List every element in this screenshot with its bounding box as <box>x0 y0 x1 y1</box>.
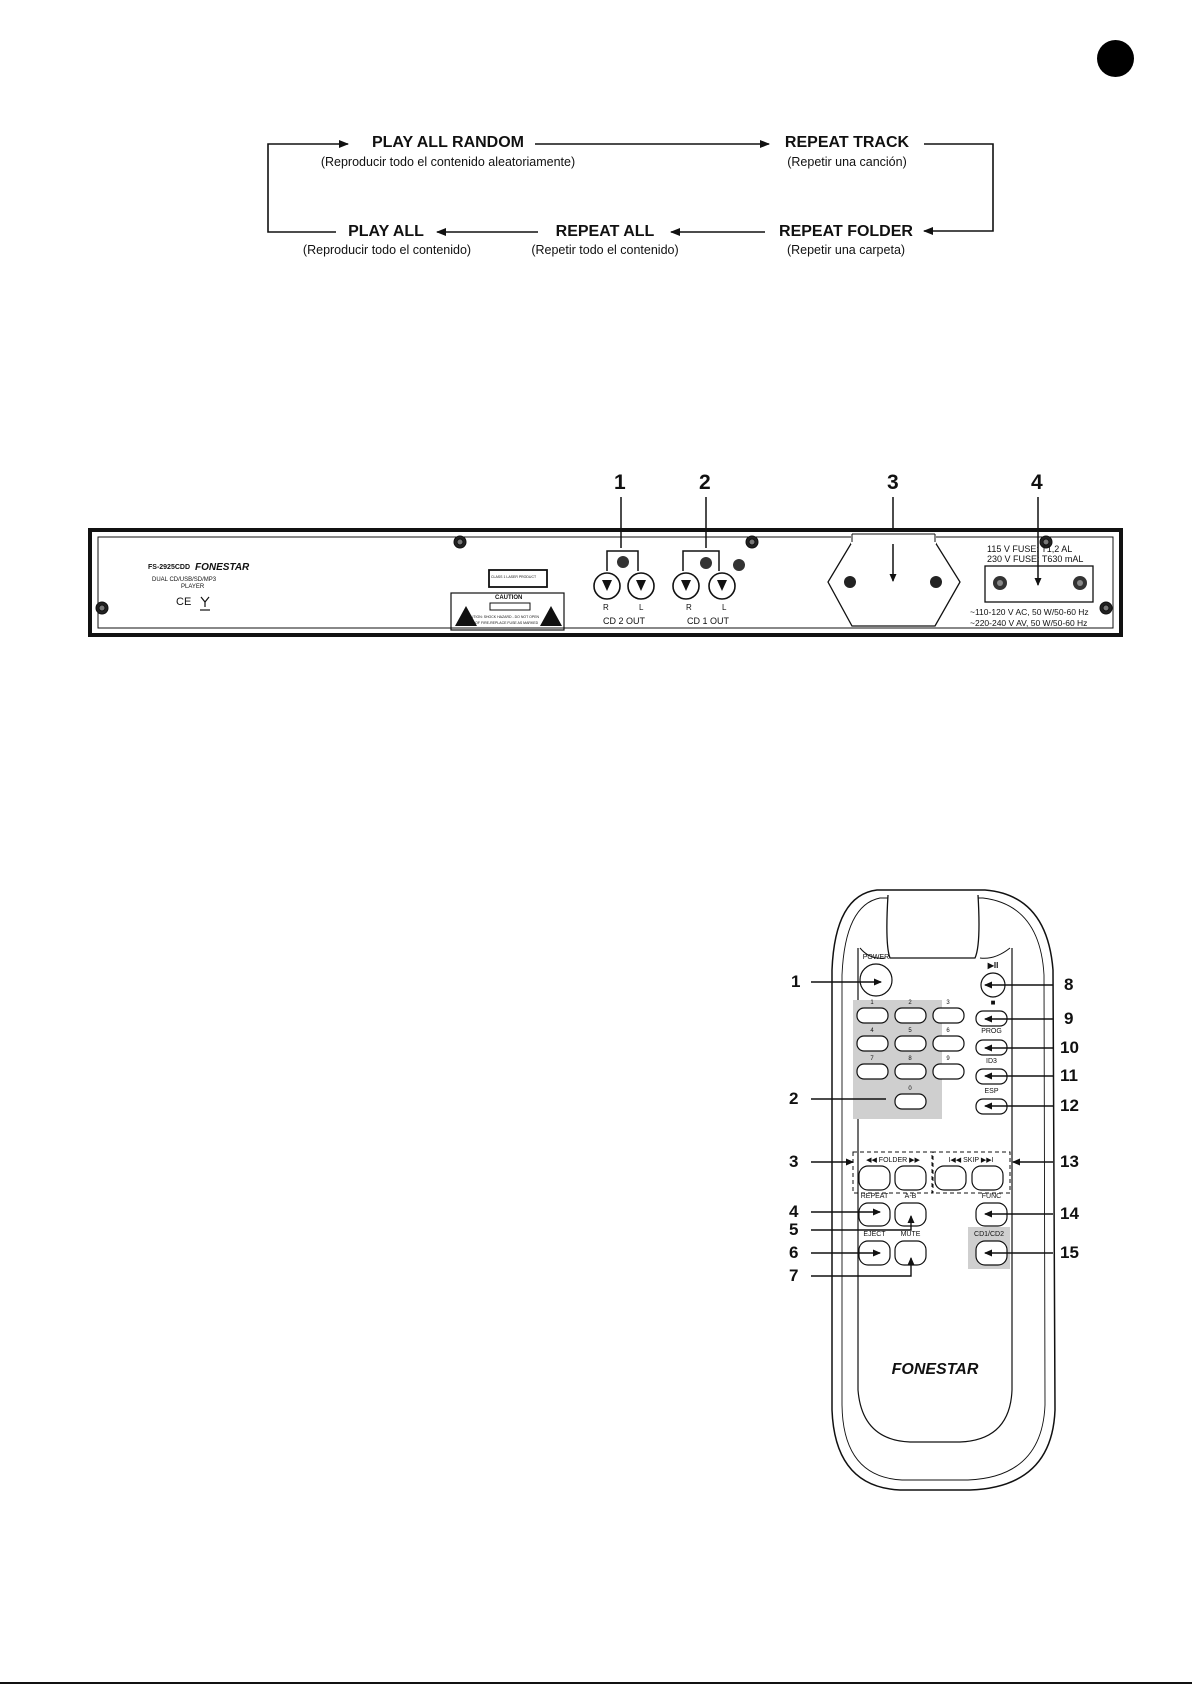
remote-eject-label: EJECT <box>863 1231 886 1238</box>
remote-digit-7: 7 <box>870 1056 874 1062</box>
cd2-out-label: CD 2 OUT <box>603 616 646 626</box>
mode-play-all-random-title: PLAY ALL RANDOM <box>371 134 524 151</box>
remote-callout-3: 3 <box>789 1152 799 1171</box>
remote-callout-7: 7 <box>789 1266 799 1285</box>
mode-repeat-all-title: REPEAT ALL <box>555 223 655 240</box>
remote-callout-14: 14 <box>1060 1204 1079 1223</box>
remote-callout-9: 9 <box>1064 1009 1074 1028</box>
mode-play-all-random-sub: (Reproducir todo el contenido aleatoriamente) <box>320 155 576 169</box>
rear-laser-label: CLASS 1 LASER PRODUCT <box>491 575 537 579</box>
rear-caution-title: CAUTION <box>495 595 523 601</box>
remote-callout-8: 8 <box>1064 975 1074 994</box>
remote-digit-5: 5 <box>908 1028 912 1034</box>
rear-ce-mark: CE <box>176 596 192 608</box>
remote-digit-2: 2 <box>908 1000 912 1006</box>
mode-repeat-folder-title: REPEAT FOLDER <box>779 223 913 240</box>
remote-drawing <box>0 880 1192 1500</box>
remote-digit-1: 1 <box>870 1000 874 1006</box>
bottom-rule <box>0 1682 1192 1684</box>
remote-callout-10: 10 <box>1060 1038 1079 1057</box>
remote-repeat-label: REPEAT <box>860 1193 889 1200</box>
rear-callout-3: 3 <box>887 471 899 494</box>
cd1-out-label: CD 1 OUT <box>687 616 730 626</box>
remote-callout-15: 15 <box>1060 1243 1079 1262</box>
remote-callout-2: 2 <box>789 1089 799 1108</box>
remote-id3-label: ID3 <box>986 1058 997 1065</box>
mode-repeat-folder-sub: (Repetir una carpeta) <box>786 243 906 257</box>
mode-play-all-title: PLAY ALL <box>348 223 424 240</box>
remote-brand: FONESTAR <box>891 1361 979 1378</box>
fuse-230-label: 230 V FUSE: T630 mAL <box>987 554 1084 564</box>
remote-esp-label: ESP <box>984 1088 999 1095</box>
cd2-l-label: L <box>639 603 644 612</box>
remote-folder-label: ◀◀ FOLDER ▶▶ <box>866 1157 920 1164</box>
remote-digit-8: 8 <box>908 1056 912 1062</box>
rear-model: FS-2925CDD <box>148 564 191 571</box>
rear-desc-line1: DUAL CD/USB/SD/MP3 <box>152 577 217 583</box>
remote-ab-label: A-B <box>904 1193 917 1200</box>
remote-callout-13: 13 <box>1060 1152 1079 1171</box>
mode-repeat-track-title: REPEAT TRACK <box>784 134 910 151</box>
cd1-l-label: L <box>722 603 727 612</box>
remote-stop-label: ■ <box>990 998 996 1007</box>
remote-callout-5: 5 <box>789 1220 799 1239</box>
remote-func-label: FUNC <box>981 1193 1002 1200</box>
cd2-r-label: R <box>603 603 609 612</box>
rear-brand: FONESTAR <box>195 562 250 573</box>
power-110-label: ~110-120 V AC, 50 W/50-60 Hz <box>970 607 1089 617</box>
remote-digit-0: 0 <box>908 1086 912 1092</box>
rear-caution-line2: RISK OF FIRE-REPLACE FUSE AS MARKED <box>466 621 539 625</box>
remote-cd1cd2-label: CD1/CD2 <box>974 1231 1004 1238</box>
remote-prog-label: PROG <box>981 1028 1002 1035</box>
mode-play-all-sub: (Reproducir todo el contenido) <box>302 243 472 257</box>
remote-callout-4: 4 <box>789 1202 799 1221</box>
remote-play-pause-label: ▶II <box>987 961 999 970</box>
remote-power-label: POWER <box>862 954 890 961</box>
remote-callout-12: 12 <box>1060 1096 1079 1115</box>
fuse-115-label: 115 V FUSE: T1,2 AL <box>987 544 1073 554</box>
remote-callout-6: 6 <box>789 1243 799 1262</box>
remote-mute-label: MUTE <box>900 1231 921 1238</box>
mode-repeat-all-sub: (Repetir todo el contenido) <box>531 243 679 257</box>
mode-repeat-track-sub: (Repetir una canción) <box>787 155 907 169</box>
rear-caution-line1: CAUTION: SHOCK HAZARD - DO NOT OPEN <box>466 615 540 619</box>
remote-callout-1: 1 <box>791 972 801 991</box>
rear-callout-2: 2 <box>699 471 711 494</box>
rear-desc-line2: PLAYER <box>181 584 205 590</box>
remote-digit-4: 4 <box>870 1028 874 1034</box>
rear-callout-4: 4 <box>1031 471 1043 494</box>
cd1-r-label: R <box>686 603 692 612</box>
remote-digit-6: 6 <box>946 1028 950 1034</box>
remote-digit-9: 9 <box>946 1056 950 1062</box>
remote-digit-3: 3 <box>946 1000 950 1006</box>
remote-callout-11: 11 <box>1060 1066 1078 1085</box>
rear-callout-1: 1 <box>614 471 626 494</box>
power-220-label: ~220-240 V AV, 50 W/50-60 Hz <box>970 618 1088 628</box>
remote-skip-label: I◀◀ SKIP ▶▶I <box>948 1157 994 1164</box>
